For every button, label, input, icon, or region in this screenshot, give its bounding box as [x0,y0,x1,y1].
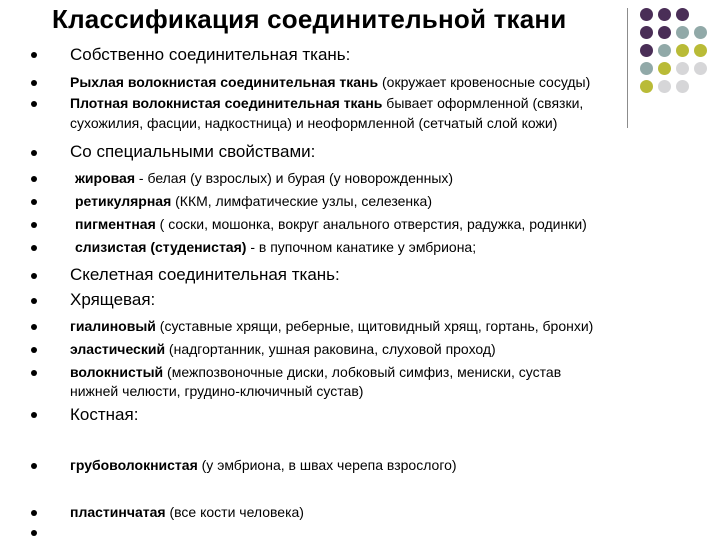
bullet [31,199,37,205]
bullet [31,222,37,228]
decor-dot [640,62,653,75]
list-item-loose-fibrous: Рыхлая волокнистая соединительная ткань (окружает кровеносные сосуды) [70,74,591,90]
decor-dot [658,8,671,21]
heading-bone: Костная: [70,405,139,424]
decor-dot [640,8,653,21]
bullet [31,273,37,279]
decor-dot [676,62,689,75]
bullet [31,176,37,182]
decor-dot [676,80,689,93]
decor-dot-grid [640,8,720,98]
bullet [31,530,37,536]
list-item-mucous: слизистая (студенистая) - в пупочном канатике у эмбриона; [75,239,477,255]
bullet [31,324,37,330]
decor-dot [658,62,671,75]
list-item-hyaline: гиалиновый (суставные хрящи, реберные, щитовидный хрящ, гортань, бронхи) [70,318,594,334]
heading-special-properties: Со специальными свойствами: [70,142,316,161]
list-item-fibrous-cartilage: волокнистый (межпозвоночные диски, лобковый симфиз, мениски, сустав [70,364,562,380]
decor-dot [676,26,689,39]
list-item-adipose: жировая - белая (у взрослых) и бурая (у новорожденных) [75,170,454,186]
bullet [31,80,37,86]
heading-own-connective: Собственно соединительная ткань: [70,45,351,64]
bullet [31,150,37,156]
heading-cartilage: Хрящевая: [70,290,156,309]
decor-divider-line [627,8,628,128]
decor-dot [694,62,707,75]
decor-dot [640,26,653,39]
list-item-fibrous-cartilage-cont: нижней челюсти, грудино-ключичный сустав) [70,383,364,399]
bullet [31,298,37,304]
list-item-lamellar-bone: пластинчатая (все кости человека) [70,504,304,520]
bullet [31,412,37,418]
list-item-reticular: ретикулярная (ККМ, лимфатические узлы, селезенка) [75,193,432,209]
bullet [31,510,37,516]
decor-dot [658,80,671,93]
slide-title: Классификация соединительной ткани [52,4,567,34]
list-item-dense-fibrous-cont: сухожилия, фасции, надкостница) и неоформленной (сетчатый слой кожи) [70,115,558,131]
heading-skeletal: Скелетная соединительная ткань: [70,265,340,284]
decor-dot [658,26,671,39]
decor-dot [694,26,707,39]
bullet [31,52,37,58]
bullet [31,370,37,376]
decor-dot [658,44,671,57]
decor-dot [640,80,653,93]
decor-dot [676,8,689,21]
list-item-elastic: эластический (надгортанник, ушная раковина, слуховой проход) [70,341,496,357]
bullet [31,347,37,353]
bullet [31,101,37,107]
bullet [31,245,37,251]
bullet [31,463,37,469]
list-item-coarse-fibrous-bone: грубоволокнистая (у эмбриона, в швах черепа взрослого) [70,457,457,473]
decor-dot [640,44,653,57]
list-item-dense-fibrous: Плотная волокнистая соединительная ткань бывает оформленной (связки, [70,95,584,111]
decor-dot [694,44,707,57]
list-item-pigment: пигментная ( соски, мошонка, вокруг анального отверстия, радужка, родинки) [75,216,587,232]
decor-dot [676,44,689,57]
